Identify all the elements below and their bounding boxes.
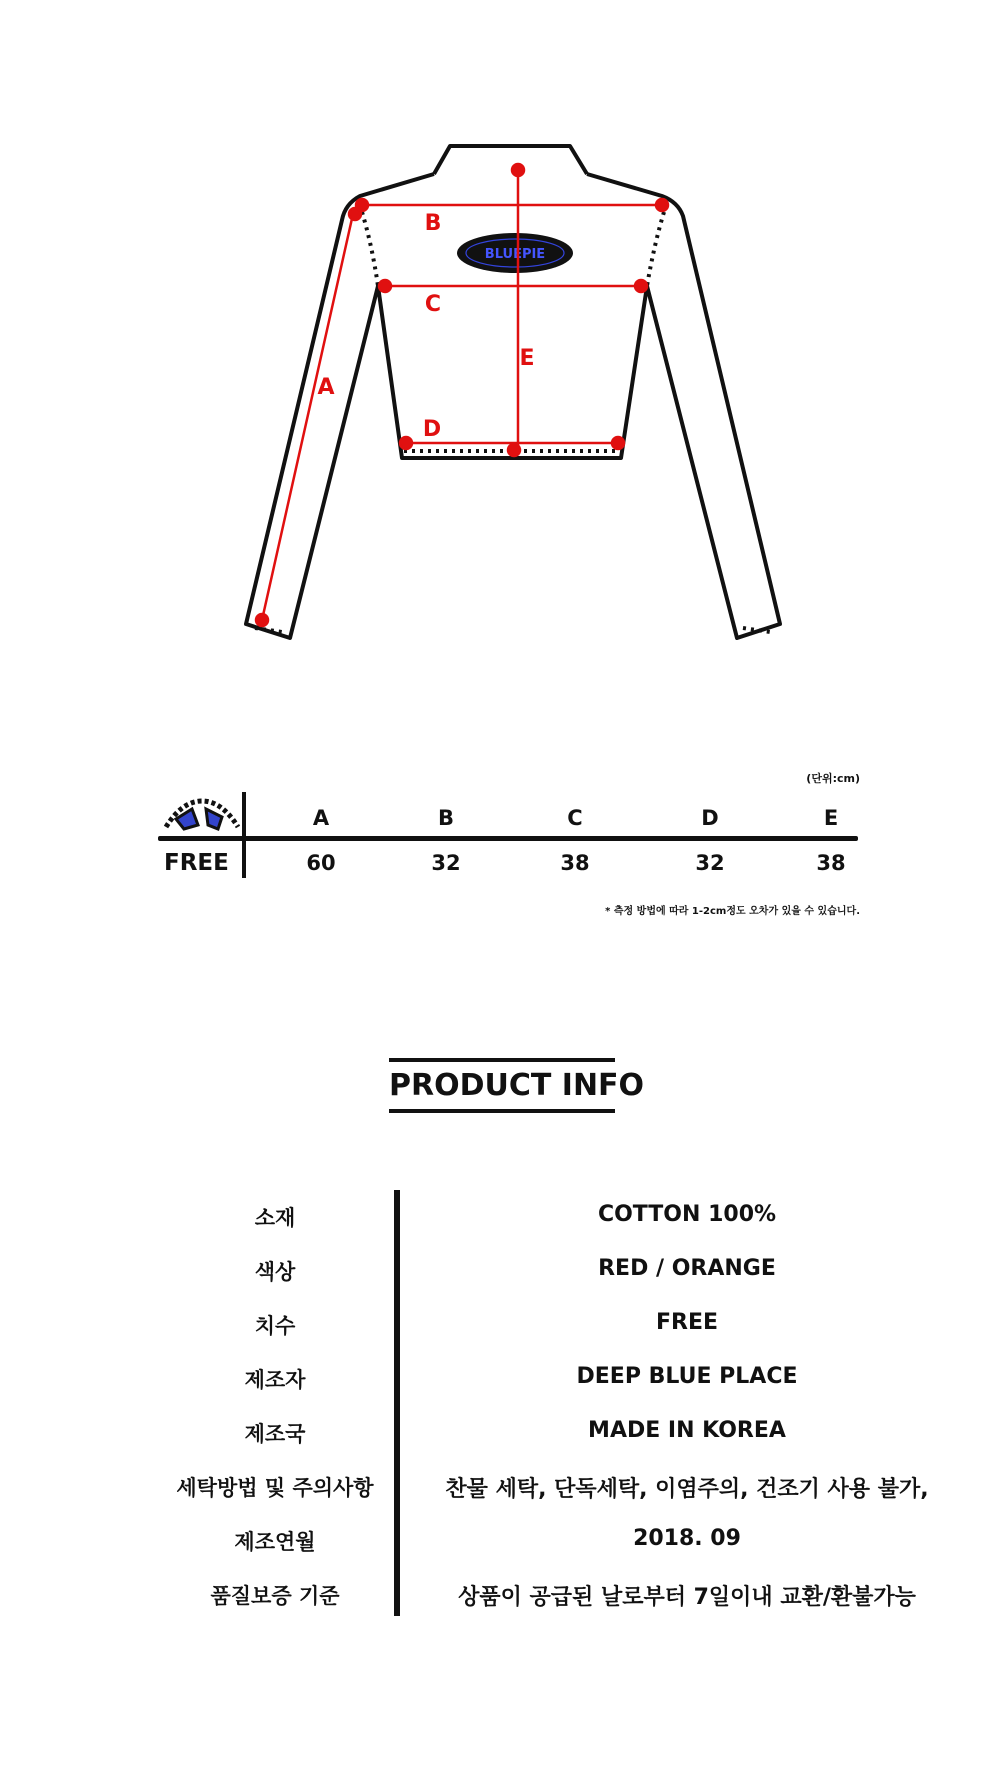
label-c: C: [424, 292, 442, 317]
info-label: 세탁방법 및 주의사항: [176, 1476, 374, 1500]
size-table: [150, 760, 860, 920]
info-value: COTTON 100%: [597, 1202, 777, 1227]
label-e: E: [519, 346, 535, 371]
info-row-care: [0, 1472, 1000, 1512]
info-row-color: [0, 1256, 1000, 1296]
info-value: 찬물 세탁, 단독세탁, 이염주의, 건조기 사용 불가,: [445, 1477, 929, 1502]
info-value: DEEP BLUE PLACE: [576, 1364, 798, 1389]
info-label: 품질보증 기준: [210, 1584, 340, 1608]
product-info-title: PRODUCT INFO: [389, 1068, 645, 1103]
value-e: 38: [816, 851, 846, 875]
logo-text: BLUEPIE: [484, 247, 546, 262]
info-value: FREE: [655, 1310, 719, 1335]
col-head-b: B: [437, 806, 454, 830]
col-head-d: D: [701, 806, 719, 830]
info-label: 치수: [254, 1314, 296, 1338]
value-a: 60: [306, 851, 336, 875]
info-row-material: [0, 1202, 1000, 1242]
product-info-heading: [389, 1058, 645, 1113]
info-value: 2018. 09: [633, 1526, 741, 1551]
value-d: 32: [695, 851, 725, 875]
label-b: B: [424, 211, 442, 236]
col-head-c: C: [567, 806, 583, 830]
info-row-size: [0, 1310, 1000, 1350]
label-d: D: [422, 417, 442, 442]
measure-line-a: [262, 214, 353, 620]
info-label: 소재: [254, 1206, 296, 1230]
info-row-manufacturer: [0, 1364, 1000, 1404]
col-head-a: A: [312, 806, 330, 830]
info-row-warranty: [0, 1580, 1000, 1620]
dotted-seams: [255, 212, 770, 632]
unit-note: (단위:cm): [806, 772, 860, 785]
info-value: MADE IN KOREA: [588, 1418, 786, 1443]
info-label: 제조국: [244, 1422, 306, 1446]
measurement-note: * 측정 방법에 따라 1-2cm정도 오차가 있을 수 있습니다.: [605, 906, 860, 917]
value-c: 38: [560, 851, 590, 875]
row-label-free: FREE: [164, 850, 229, 876]
product-info-table: [0, 1190, 1000, 1620]
garment-measurement-diagram: [0, 0, 1000, 660]
info-row-country: [0, 1418, 1000, 1458]
info-value: RED / ORANGE: [598, 1256, 776, 1281]
label-a: A: [317, 375, 335, 400]
hanger-icon: [162, 795, 242, 835]
bluepie-logo-patch: [457, 233, 573, 273]
info-value: 상품이 공급된 날로부터 7일이내 교환/환불가능: [458, 1585, 916, 1610]
table-horizontal-divider: [158, 836, 858, 841]
info-label: 제조연월: [234, 1530, 316, 1554]
title-bottom-bar: [389, 1109, 615, 1113]
info-label: 색상: [254, 1260, 296, 1284]
info-label: 제조자: [244, 1368, 306, 1392]
value-b: 32: [431, 851, 461, 875]
info-row-manufacture-date: [0, 1526, 1000, 1566]
col-head-e: E: [823, 806, 839, 830]
table-vertical-divider: [242, 792, 246, 878]
